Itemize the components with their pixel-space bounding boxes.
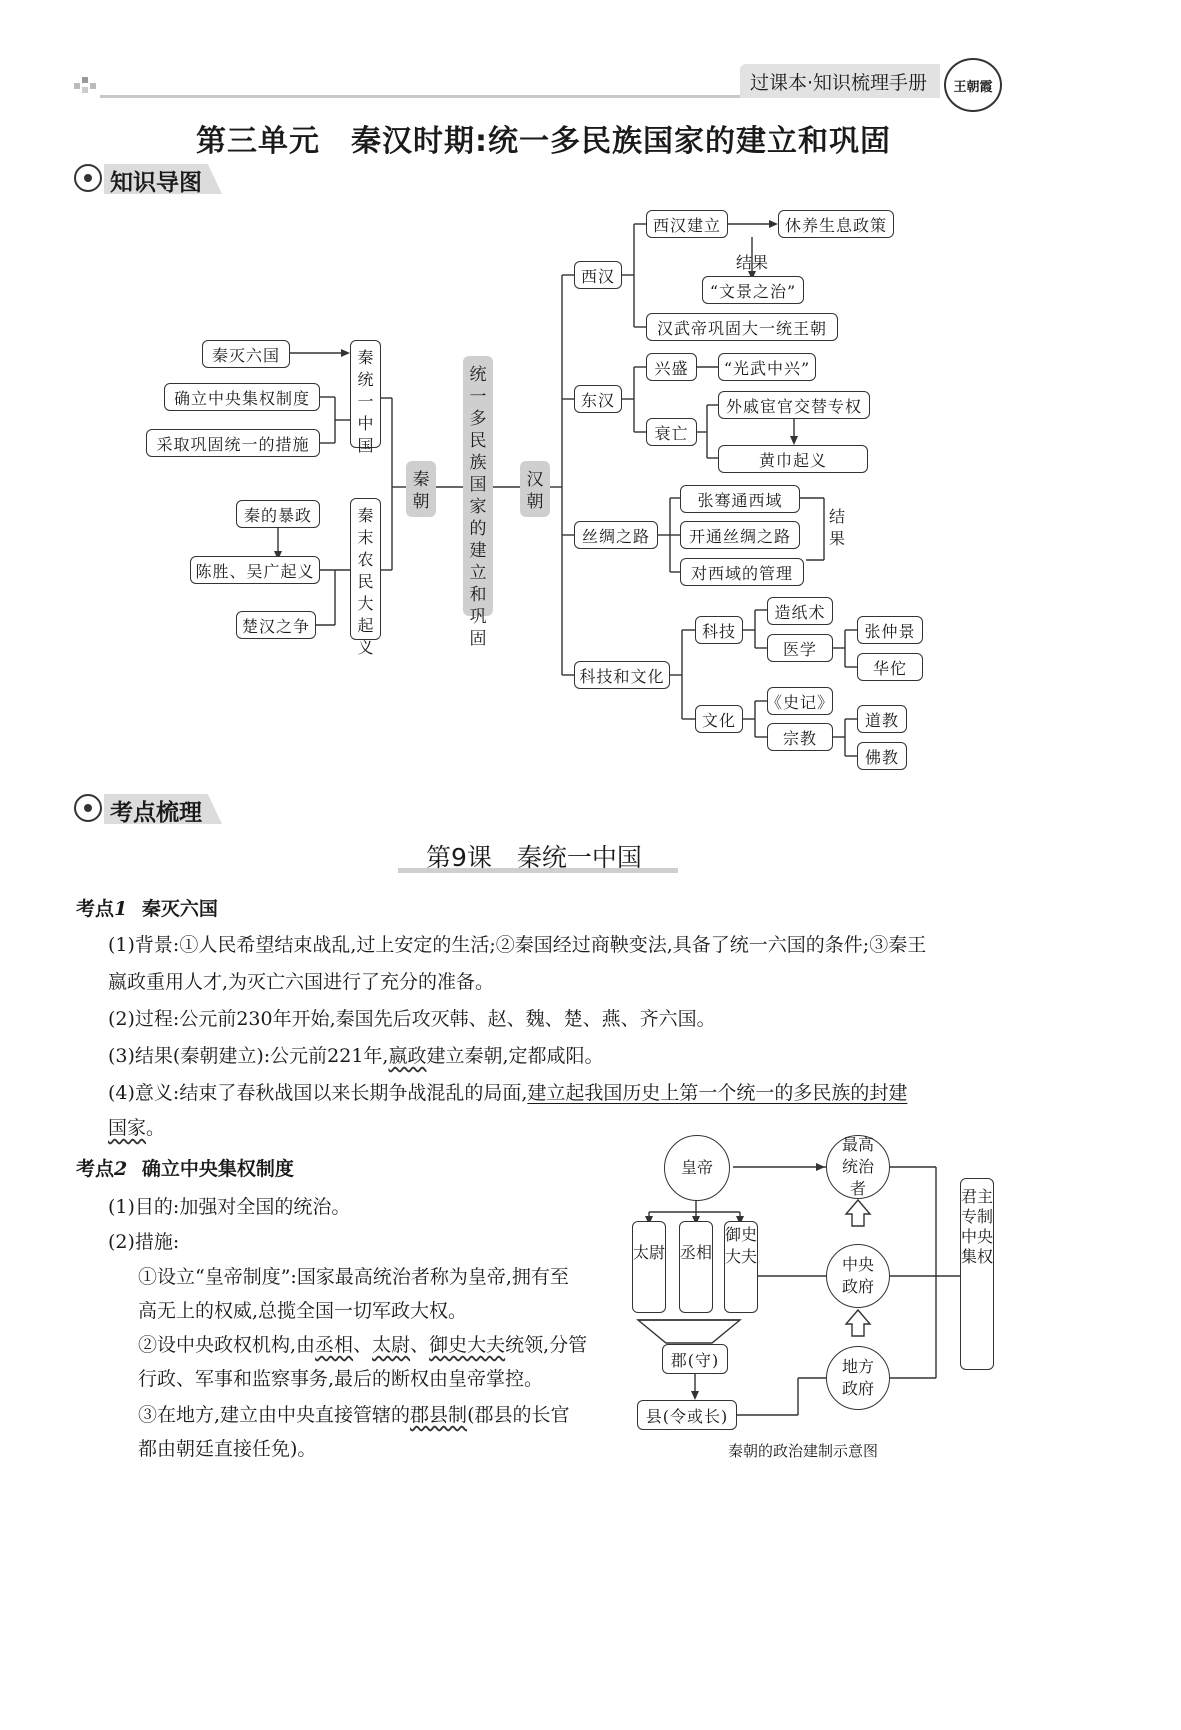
- kd1-significance: [108, 1076, 907, 1110]
- mindmap-node-huangjin: 黄巾起义: [718, 445, 868, 473]
- mindmap-node-religion: 宗教: [767, 723, 833, 751]
- kd1-significance-line2: [108, 1111, 165, 1145]
- mindmap-node-central-system: 确立中央集权制度: [164, 383, 320, 411]
- kd2-sep1: 、: [353, 1334, 373, 1356]
- section-title-knowledge-map: 知识导图: [110, 170, 202, 196]
- mindmap-node-qin-unify: 秦统一中国: [350, 340, 381, 448]
- mindmap-node-xiyu-admin: 对西域的管理: [680, 558, 804, 586]
- kd2-central-organs: [138, 1328, 587, 1362]
- key-point-1-number: 1: [114, 898, 128, 920]
- kd1-background-line2: 嬴政重用人才,为灭亡六国进行了充分的准备。: [108, 971, 495, 993]
- kd2-local-line2: 都由朝廷直接任免)。: [138, 1438, 317, 1460]
- key-point-2-label: 考点: [76, 1158, 115, 1180]
- key-point-2-title: 确立中央集权制度: [141, 1158, 294, 1180]
- kd2-local-rest: (郡县的长官: [467, 1404, 570, 1426]
- mindmap-node-sci-culture: 科技和文化: [574, 661, 670, 689]
- mindmap-node-shuaiwang: 衰亡: [646, 418, 697, 446]
- diagram-central: 中央政府: [826, 1244, 890, 1308]
- mindmap-node-xihan: 西汉: [574, 261, 622, 289]
- section-header-key-points: [74, 792, 224, 826]
- mindmap-node-waiqi: 外戚宦官交替专权: [718, 391, 870, 419]
- kd2-central-text: ②设中央政权机构,由: [138, 1334, 316, 1356]
- brand-logo-text: 王朝霞: [953, 79, 993, 95]
- mindmap-node-center: 统一多民族国家的建立和巩固: [463, 356, 493, 616]
- mindmap-node-xihan-found: 西汉建立: [646, 210, 728, 238]
- section-title-key-points: 考点梳理: [110, 800, 202, 826]
- kd2-local-text: ③在地方,建立由中央直接管辖的: [138, 1404, 411, 1426]
- mindmap-node-guangwu: “光武中兴”: [718, 353, 816, 381]
- mindmap-node-xingsheng: 兴盛: [646, 353, 697, 381]
- key-point-1-label: 考点: [76, 898, 115, 920]
- diagram-local: 地方政府: [826, 1346, 890, 1410]
- diagram-yushi: 御史大夫: [724, 1221, 758, 1313]
- kd2-purpose: (1)目的:加强对全国的统治。: [108, 1196, 351, 1218]
- diagram-jun: 郡(守): [662, 1344, 728, 1374]
- mindmap-node-huatuo: 华佗: [857, 653, 923, 681]
- kd2-junxian: 郡县制: [410, 1404, 468, 1426]
- kd1-result-rest: 建立秦朝,定都咸阳。: [426, 1045, 604, 1067]
- key-point-1-heading: [76, 894, 218, 921]
- mindmap-node-shiji: 《史记》: [767, 687, 833, 715]
- kd1-significance-end: 。: [146, 1117, 166, 1139]
- kd2-sep2: 、: [410, 1334, 430, 1356]
- mindmap-node-medicine: 医学: [767, 634, 833, 662]
- key-point-2-number: 2: [114, 1158, 128, 1180]
- kd2-emperor-system-line2: 高无上的权威,总揽全国一切军政大权。: [138, 1300, 468, 1322]
- mindmap-node-qin: 秦朝: [406, 461, 436, 517]
- diagram-chengxiang: 丞相: [679, 1221, 713, 1313]
- mindmap-node-zhangzhongjing: 张仲景: [857, 616, 923, 644]
- mindmap-node-paper: 造纸术: [767, 597, 833, 625]
- kd2-emperor-system: ①设立“皇帝制度”:国家最高统治者称为皇帝,拥有至: [138, 1266, 569, 1288]
- mindmap-node-tyranny: 秦的暴政: [236, 500, 320, 528]
- mindmap-node-qin-revolt: 秦末农民大起义: [350, 498, 381, 640]
- kd1-process: (2)过程:公元前230年开始,秦国先后攻灭韩、赵、魏、楚、燕、齐六国。: [108, 1008, 716, 1030]
- mindmap-node-donghan: 东汉: [574, 385, 622, 413]
- unit-title: 第三单元 秦汉时期:统一多民族国家的建立和巩固: [196, 124, 891, 159]
- mindmap-node-chuhan: 楚汉之争: [236, 611, 316, 639]
- mindmap-label-result: 结果: [736, 253, 769, 272]
- kd1-significance-key: 建立起我国历史上第一个统一的多民族的封建: [527, 1082, 908, 1104]
- kd1-background-line1: (1)背景:①人民希望结束战乱,过上安定的生活;②秦国经过商鞅变法,具备了统一六国的条件;③秦王: [108, 934, 927, 956]
- kd2-central-organs-line2: 行政、军事和监察事务,最后的断权由皇帝掌控。: [138, 1368, 544, 1390]
- kd2-measures: (2)措施:: [108, 1231, 180, 1253]
- lesson-title: 第9课 秦统一中国: [426, 843, 642, 872]
- diagram-caption: 秦朝的政治建制示意图: [728, 1442, 879, 1460]
- kd1-result-text: (3)结果(秦朝建立):公元前221年,: [108, 1045, 389, 1067]
- mindmap-node-han: 汉朝: [520, 461, 550, 517]
- mindmap-node-silk-road: 丝绸之路: [574, 521, 658, 549]
- mindmap-node-wenhua: 文化: [695, 705, 743, 733]
- key-point-1-title: 秦灭六国: [141, 898, 218, 920]
- mindmap-label-silk-result: 结果: [829, 507, 846, 548]
- kd2-central-rest: 统领,分管: [505, 1334, 588, 1356]
- kd1-result: [108, 1039, 604, 1073]
- mindmap-node-chensheng: 陈胜、吴广起义: [190, 556, 320, 584]
- diagram-xian: 县(令或长): [637, 1400, 737, 1430]
- mindmap-node-buddhism: 佛教: [857, 742, 907, 770]
- diagram-emperor: 皇帝: [664, 1135, 730, 1201]
- key-point-2-heading: [76, 1154, 294, 1181]
- kd1-significance-text: (4)意义:结束了春秋战国以来长期争战混乱的局面,: [108, 1082, 528, 1104]
- header-title: 过课本·知识梳理手册: [750, 72, 928, 94]
- kd2-local: [138, 1398, 569, 1432]
- mindmap-node-open-silk: 开通丝绸之路: [680, 521, 800, 549]
- diagram-taiwei: 太尉: [632, 1221, 666, 1313]
- mindmap-node-zhangqian: 张骞通西域: [680, 485, 800, 513]
- kd1-significance-state: 国家: [108, 1117, 147, 1139]
- diagram-system: 君主专制 中央集权: [960, 1178, 994, 1370]
- mindmap-node-qin-conquer: 秦灭六国: [202, 340, 290, 368]
- mindmap-node-wudi: 汉武帝巩固大一统王朝: [646, 313, 838, 341]
- target-icon: [74, 794, 102, 822]
- kd1-background: [108, 928, 1008, 962]
- mindmap-node-keji: 科技: [695, 616, 743, 644]
- kd2-taiwei: 太尉: [372, 1334, 411, 1356]
- mindmap-node-rest-policy: 休养生息政策: [778, 210, 894, 238]
- diagram-supreme: 最高统治者: [826, 1135, 890, 1199]
- kd1-result-ying: 嬴政: [388, 1045, 427, 1067]
- kd2-yushi: 御史大夫: [429, 1334, 506, 1356]
- mindmap-node-wenjing: “文景之治”: [702, 276, 804, 304]
- mindmap-node-daoism: 道教: [857, 705, 907, 733]
- kd2-chengxiang: 丞相: [315, 1334, 354, 1356]
- mindmap-node-unify-measures: 采取巩固统一的措施: [146, 429, 320, 457]
